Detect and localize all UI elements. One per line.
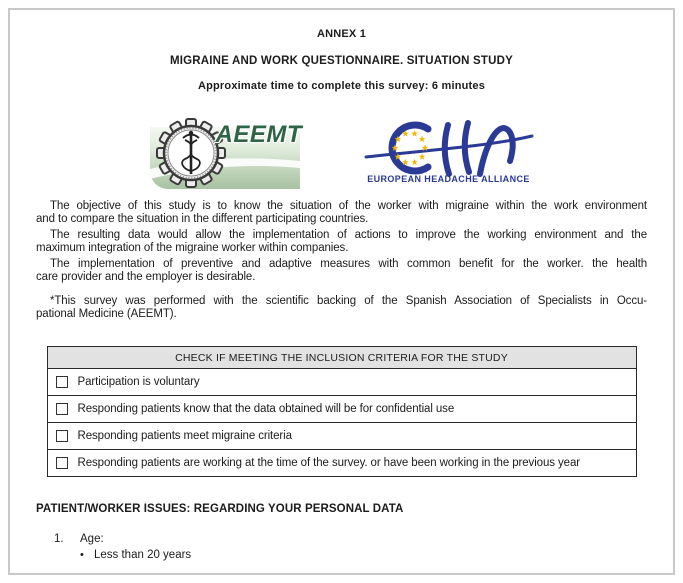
paragraph-line: The objective of this study is to know the situation of the worker with migraine within the work environment	[50, 200, 647, 212]
question-age	[54, 533, 673, 546]
paragraph-line: care provider and the employer is desirable.	[36, 270, 256, 283]
eha-logo	[364, 117, 534, 187]
aeemt-logo-text: AEEMT	[215, 121, 302, 148]
eha-logo-caption: EUROPEAN HEADACHE ALLIANCE	[367, 174, 530, 184]
paragraph	[36, 200, 647, 226]
question-label: Age:	[80, 533, 104, 546]
checkbox-working-status[interactable]	[56, 457, 68, 469]
section-heading: PATIENT/WORKER ISSUES: REGARDING YOUR PERSONAL DATA	[36, 503, 404, 516]
annex-title: ANNEX 1	[316, 28, 367, 40]
criteria-row	[48, 423, 636, 450]
bullet-icon: •	[80, 549, 84, 562]
criteria-label: Responding patients are working at the time of the survey. or have been working in the previous year	[77, 457, 580, 470]
checkbox-confidential-use[interactable]	[56, 403, 68, 415]
criteria-row	[48, 450, 636, 476]
paragraph-line: and to compare the situation in the different participating countries.	[36, 212, 369, 225]
paragraph-line: *This survey was performed with the scientific backing of the Spanish Association of Specialists in Occu-	[50, 295, 647, 308]
paragraph-line: pational Medicine (AEEMT).	[36, 308, 177, 321]
checkbox-migraine-criteria[interactable]	[56, 430, 68, 442]
intro-paragraphs	[36, 200, 647, 321]
question-number: 1.	[54, 533, 64, 546]
time-estimate: Approximate time to complete this survey: 6 minutes	[197, 80, 486, 92]
paragraph-line: maximum integration of the migraine worker within companies.	[36, 241, 349, 254]
checkbox-participation-voluntary[interactable]	[56, 376, 68, 388]
criteria-table-header: CHECK IF MEETING THE INCLUSION CRITERIA FOR THE STUDY	[48, 347, 636, 369]
paragraph	[36, 229, 647, 255]
paragraph-line: The resulting data would allow the implementation of actions to improve the working environment and the	[50, 228, 647, 241]
criteria-label: Responding patients know that the data obtained will be for confidential use	[77, 403, 455, 416]
document-page	[10, 10, 673, 573]
logos-row	[10, 112, 673, 192]
answer-option	[80, 549, 673, 562]
option-label: Less than 20 years	[94, 549, 192, 562]
criteria-row	[48, 396, 636, 423]
criteria-label: Participation is voluntary	[77, 376, 200, 389]
criteria-row	[48, 369, 636, 396]
criteria-label: Responding patients meet migraine criteria	[77, 430, 292, 443]
document-title: MIGRAINE AND WORK QUESTIONNAIRE. SITUATION STUDY	[169, 55, 514, 67]
paragraph-line: The implementation of preventive and adaptive measures with common benefit for the worker. the health	[50, 257, 647, 270]
eha-stylized-letters-icon	[364, 117, 534, 177]
paragraph	[36, 258, 647, 284]
inclusion-criteria-table	[47, 346, 637, 477]
survey-footnote-paragraph	[36, 295, 647, 321]
aeemt-logo	[150, 113, 300, 191]
